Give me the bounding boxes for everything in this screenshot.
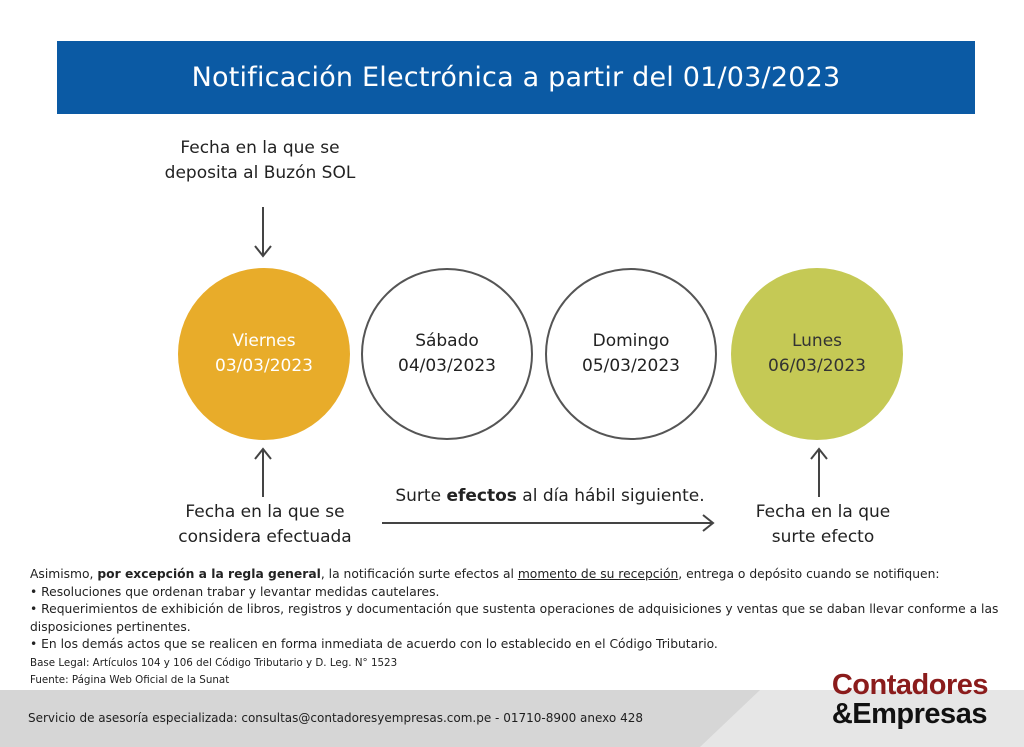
caption-takes-effect <box>718 500 928 550</box>
day-date: 06/03/2023 <box>768 356 866 376</box>
caption-line: Fecha en la que <box>755 502 891 522</box>
logo-line1: Contadores <box>831 669 988 701</box>
note-item: • Resoluciones que ordenan trabar y levantar medidas cautelares. <box>30 584 440 599</box>
notes-intro <box>30 566 1020 584</box>
caption-line: Fecha en la que se <box>185 502 345 522</box>
caption-effective-date <box>140 500 390 550</box>
page-title: Notificación Electrónica a partir del 01/03/2023 <box>191 62 841 93</box>
day-name: Domingo <box>592 331 670 351</box>
day-circle-sabado <box>361 268 533 440</box>
day-name: Lunes <box>791 331 843 351</box>
note-item: • En los demás actos que se realicen en forma inmediata de acuerdo con lo establecido en el Código Tributario. <box>30 637 718 651</box>
legal-basis: Base Legal: Artículos 104 y 106 del Código Tributario y D. Leg. N° 1523 <box>30 657 398 669</box>
day-circle-viernes <box>178 268 350 440</box>
day-name: Viernes <box>232 331 296 351</box>
note-underline: momento de su recepción <box>517 567 679 581</box>
caption-line: deposita al Buzón SOL <box>164 163 356 183</box>
day-date: 04/03/2023 <box>398 356 496 376</box>
caption-effects <box>380 484 720 509</box>
day-circle-domingo <box>545 268 717 440</box>
logo-line2: &Empresas <box>831 698 987 730</box>
day-circle-lunes <box>731 268 903 440</box>
caption-text: al día hábil siguiente. <box>516 486 705 506</box>
notes-block <box>30 566 1020 654</box>
note-text: , entrega o depósito cuando se notifiquen: <box>678 567 940 581</box>
caption-text: Surte <box>395 486 447 506</box>
day-name: Sábado <box>415 331 479 351</box>
note-bold: por excepción a la regla general <box>97 567 321 581</box>
source-note: Fuente: Página Web Oficial de la Sunat <box>30 674 230 686</box>
caption-line: Fecha en la que se <box>180 138 340 158</box>
note-text: , la notificación surte efectos al <box>320 567 518 581</box>
day-date: 05/03/2023 <box>582 356 680 376</box>
day-date: 03/03/2023 <box>215 356 313 376</box>
note-item: • Requerimientos de exhibición de libros, registros y documentación que sustenta operaciones de adquisiciones y ventas que se daban llevar conforme a las disposiciones pertinentes. <box>30 602 999 634</box>
note-text: Asimismo, <box>30 567 98 581</box>
company-logo <box>832 671 988 729</box>
caption-bold: efectos <box>446 486 517 506</box>
footer-contact: Servicio de asesoría especializada: consultas@contadoresyempresas.com.pe - 01710-8900 anexo 428 <box>28 711 643 725</box>
caption-line: considera efectuada <box>178 527 352 547</box>
caption-line: surte efecto <box>771 527 875 547</box>
